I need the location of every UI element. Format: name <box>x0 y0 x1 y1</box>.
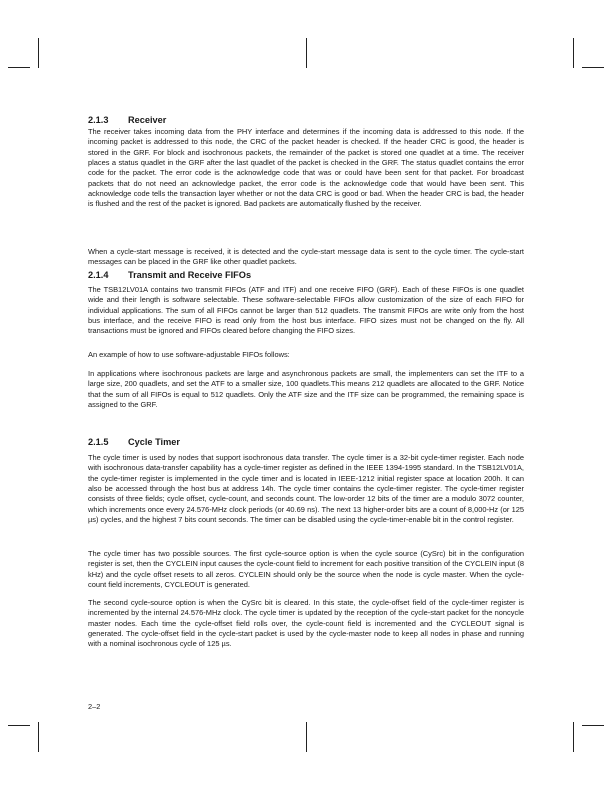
paragraph: The cycle timer has two possible sources. The first cycle-source option is when the cycle source (CySrc) bit in the configuration register is set, then the CYCLEIN input causes the cycle-count field to increment for each positive transition of the CYCLEIN input (8 kHz) and the cycle offset resets to all zeros. CYCLEIN should only be the source when the node is cycle master. When the cycle-count field increments, CYCLEOUT is generated. <box>88 549 524 590</box>
crop-mark <box>8 725 30 726</box>
paragraph: When a cycle-start message is received, it is detected and the cycle-start message data is sent to the cycle timer. The cycle-start messages can be placed in the GRF like other quadlet packets. <box>88 247 524 267</box>
section-title: Cycle Timer <box>128 437 180 447</box>
paragraph: In applications where isochronous packets are large and asynchronous packets are small, the implementers can set the ITF to a large size, 200 quadlets, and set the ATF to a smaller size, 100 quadlets.This means 212 quadlets are allocated to the GRF. Notice that the sum of all FIFOs is equal to 512 quadlets. Only the ATF size and the ITF size can be programmed, the remaining space is assigned to the GRF. <box>88 369 524 410</box>
crop-mark <box>582 67 604 68</box>
paragraph: The TSB12LV01A contains two transmit FIFOs (ATF and ITF) and one receive FIFO (GRF). Each of these FIFOs is one quadlet wide and their length is software selectable. These software-selectable FIFOs allow customization of the size of each FIFO for individual applications. The sum of all FIFOs cannot be larger than 512 quadlets. The transmit FIFOs are write only from the host bus interface, and the receive FIFO is read only from the host bus interface. FIFO sizes must not be changed on the fly. All transactions must be ignored and FIFOs cleared before changing the FIFO sizes. <box>88 285 524 336</box>
section-heading-fifos <box>88 270 524 281</box>
paragraph: The cycle timer is used by nodes that support isochronous data transfer. The cycle timer is a 32-bit cycle-timer register. Each node with isochronous data-transfer capability has a cycle-timer register as defined in the IEEE 1394-1995 standard. In the TSB12LV01A, the cycle-timer register is implemented in the cycle timer and is located in IEEE-1212 initial register space at location 200h. It can also be accessed through the host bus at address 14h. The cycle timer contains the cycle-timer register. The cycle-timer register consists of three fields; cycle offset, cycle-count, and seconds count. The low-order 12 bits of the timer are a modulo 3072 counter, which increments once every 24.576-MHz clock periods (or 40.69 ns). The next 13 higher-order bits are a count of 8,000-Hz (or 125 µs) cycles, and the highest 7 bits count seconds. The timer can be disabled using the cycle-timer-enable bit in the control register. <box>88 453 524 525</box>
crop-mark <box>38 722 39 752</box>
paragraph: The receiver takes incoming data from the PHY interface and determines if the incoming data is addressed to this node. If the incoming packet is addressed to this node, the CRC of the packet header is checked. If the header CRC is good, the header is stored in the GRF. For block and isochronous packets, the remainder of the packet is stored one quadlet at a time. The receiver places a status quadlet in the GRF after the last quadlet of the packet is checked in the GRF. The status quadlet contains the error code for the packet. The error code is the acknowledge code that was or could have been sent for that packet. For broadcast packets that do not need an acknowledge packet, the error code is the acknowledge code that would have been sent. This acknowledge code tells the transaction layer whether or not the data CRC is good or bad. When the header CRC is bad, the header is flushed and the rest of the packet is ignored. Bad packets are automatically flushed by the receiver. <box>88 127 524 209</box>
section-heading-cycle-timer <box>88 437 524 448</box>
page-number: 2–2 <box>88 702 101 711</box>
section-title: Transmit and Receive FIFOs <box>128 270 252 280</box>
crop-mark <box>573 722 574 752</box>
section-heading-receiver <box>88 115 524 126</box>
paragraph: The second cycle-source option is when the CySrc bit is cleared. In this state, the cycle-offset field of the cycle-timer register is incremented by the internal 24.576-MHz clock. The cycle timer is updated by the reception of the cycle-start packet for the noncycle master nodes. Each time the cycle-offset field rolls over, the cycle-count field is incremented and the CYCLEOUT signal is generated. The cycle-offset field in the cycle-start packet is used by the cycle-master node to keep all nodes in phase and running with a nominal isochronous cycle of 125 µs. <box>88 598 524 649</box>
section-number: 2.1.5 <box>88 437 109 447</box>
section-title: Receiver <box>128 115 167 125</box>
section-number: 2.1.3 <box>88 115 109 125</box>
crop-mark <box>306 722 307 752</box>
crop-mark <box>306 38 307 68</box>
paragraph: An example of how to use software-adjustable FIFOs follows: <box>88 350 290 359</box>
crop-mark <box>38 38 39 68</box>
crop-mark <box>573 38 574 68</box>
crop-mark <box>582 725 604 726</box>
crop-mark <box>8 67 30 68</box>
section-number: 2.1.4 <box>88 270 109 280</box>
